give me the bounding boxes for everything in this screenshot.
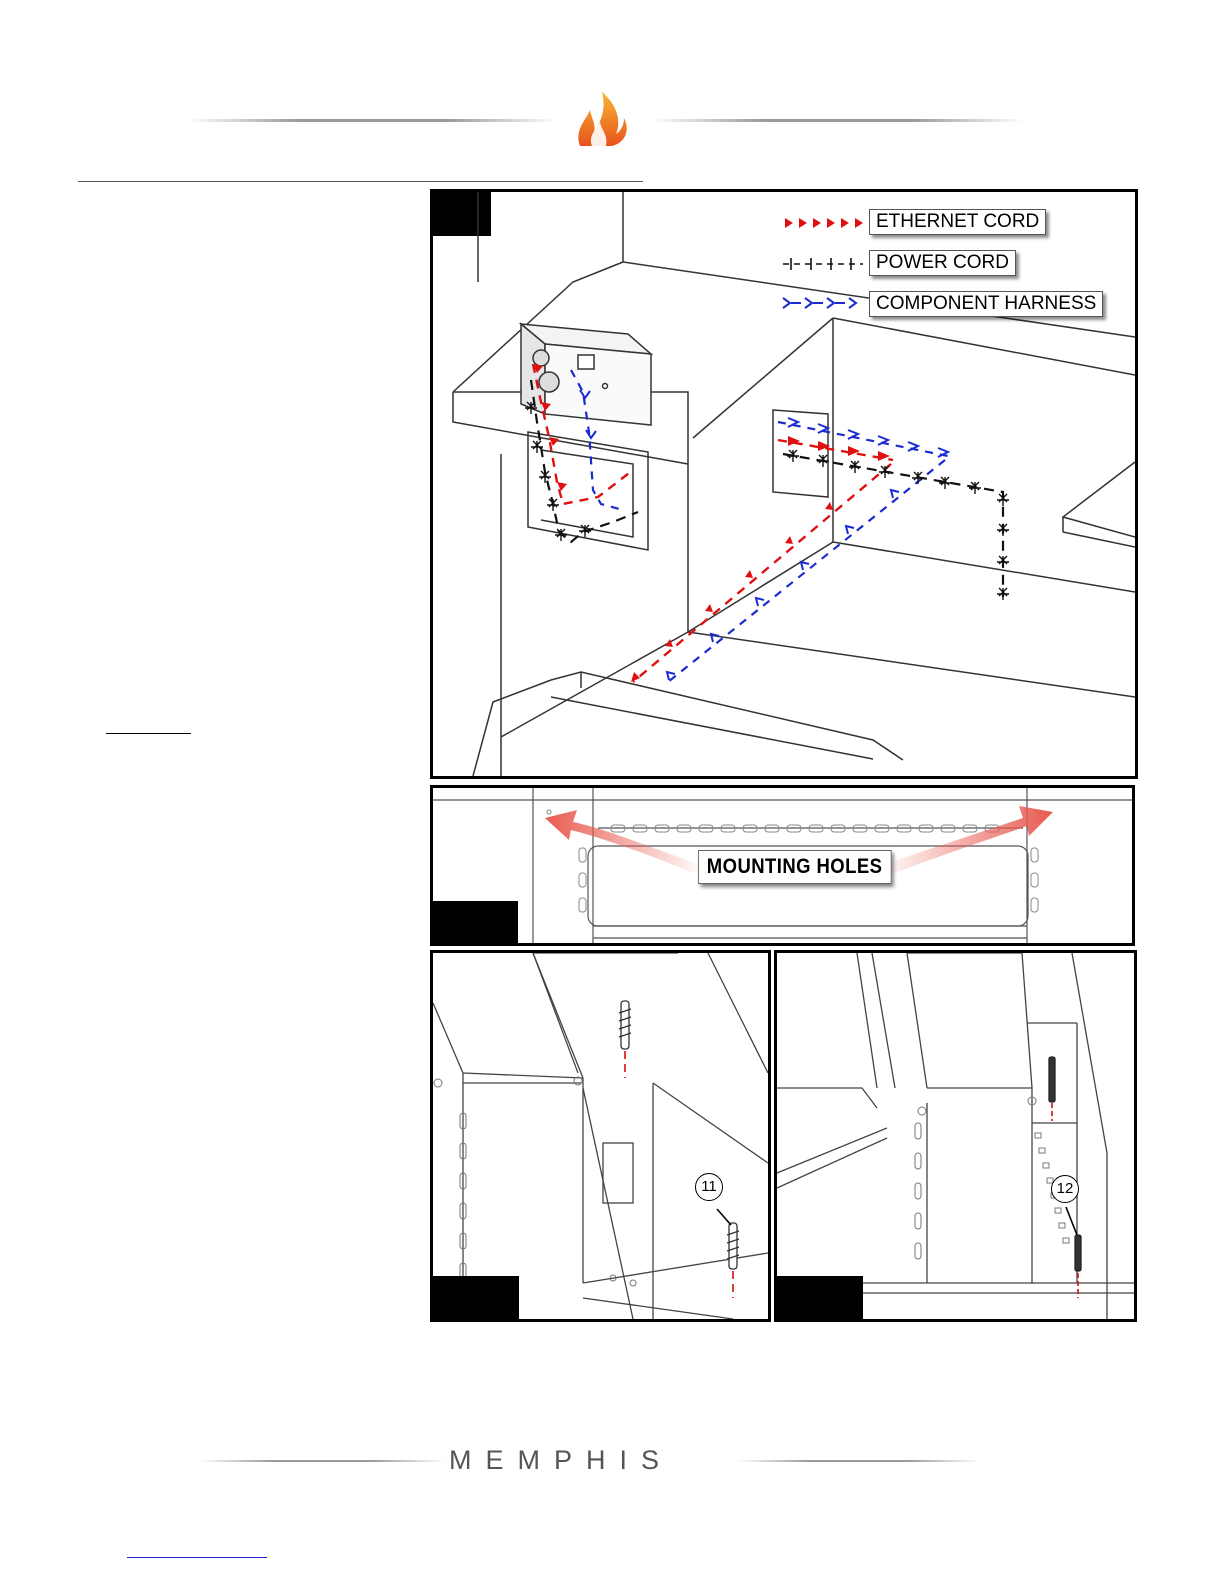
callout-12: 12 xyxy=(1051,1175,1079,1203)
footer-rule-left xyxy=(198,1460,446,1462)
footer-rule-right xyxy=(736,1460,980,1462)
legend-power-sample xyxy=(783,258,863,270)
legend-harness-sample xyxy=(783,298,856,308)
cord-routing-diagram xyxy=(433,192,1135,776)
figure-number-tab xyxy=(433,901,518,943)
left-column-underline xyxy=(106,733,191,734)
legend-ethernet-sample xyxy=(785,218,863,228)
flame-logo-icon xyxy=(572,90,632,148)
figure-number-tab xyxy=(433,1276,519,1319)
legend-power-label: POWER CORD xyxy=(869,250,1016,276)
screw-11-diagram xyxy=(433,953,768,1319)
header-rule-left xyxy=(188,119,558,122)
figure-number-tab xyxy=(777,1276,863,1319)
header-rule-right xyxy=(652,119,1024,122)
legend-harness-label: COMPONENT HARNESS xyxy=(869,291,1103,317)
callout-11: 11 xyxy=(695,1173,723,1201)
figure-mounting-holes xyxy=(430,785,1135,946)
figure-cord-routing xyxy=(430,189,1138,779)
screw-12-diagram xyxy=(777,953,1134,1319)
footer-brand-wordmark: MEMPHIS xyxy=(449,1445,674,1475)
figure-screw-11 xyxy=(430,950,771,1322)
section-rule xyxy=(78,181,643,182)
figure-screw-12 xyxy=(774,950,1137,1322)
footer-link-underline[interactable] xyxy=(127,1557,267,1558)
legend-ethernet-label: ETHERNET CORD xyxy=(869,209,1046,235)
mounting-holes-label: MOUNTING HOLES xyxy=(698,850,891,884)
